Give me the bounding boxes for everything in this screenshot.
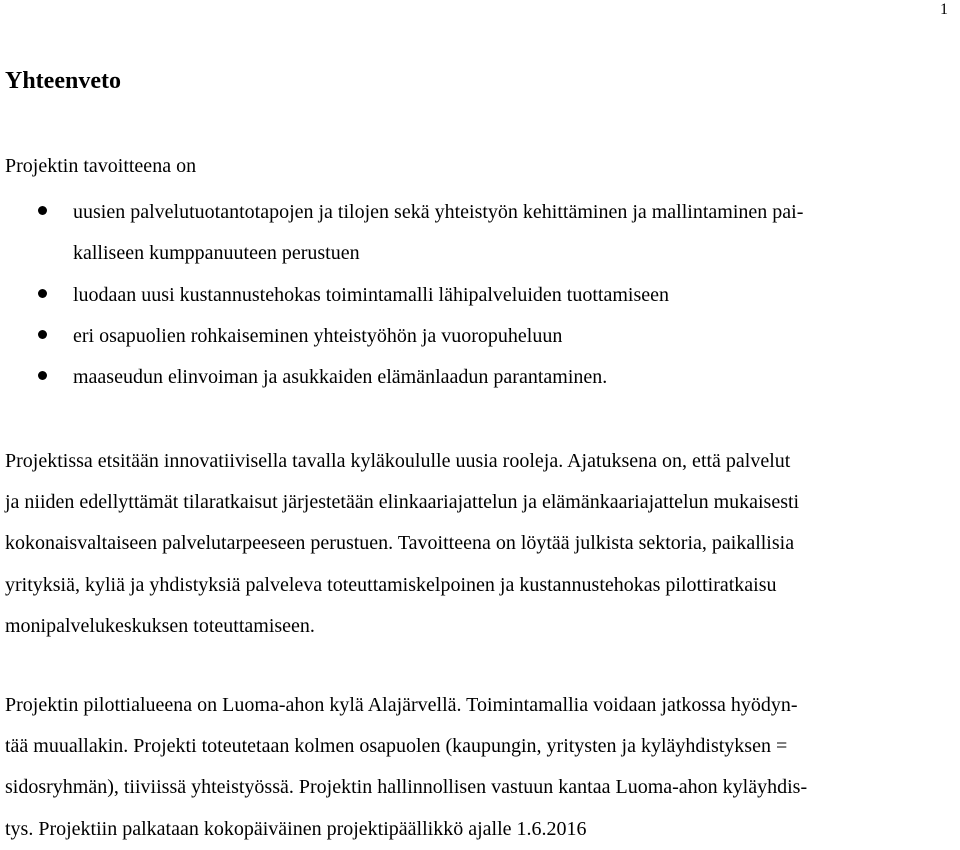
page-title: Yhteenveto [5, 68, 121, 94]
text-line: kalliseen kumppanuuteen perustuen [73, 242, 360, 265]
list-item-text [73, 316, 562, 357]
page-number: 1 [940, 1, 948, 18]
text-line: yrityksiä, kyliä ja yhdistyksiä palveleva toteuttamiskelpoinen ja kustannustehokas pilottiratkaisu [5, 573, 777, 596]
text-line: sidosryhmän), tiiviissä yhteistyössä. Projektin hallinnollisen vastuun kantaa Luoma-ahon kyläyhdis- [5, 776, 808, 799]
text-line: tys. Projektiin palkataan kokopäiväinen projektipäällikkö ajalle 1.6.2016 [5, 817, 587, 840]
list-item [0, 357, 960, 398]
text-line: monipalvelukeskuksen toteuttamiseen. [5, 614, 315, 637]
text-line: ja niiden edellyttämät tilaratkaisut järjestetään elinkaariajattelun ja elämänkaariajattelun mukaisesti [5, 491, 800, 514]
text-line: tää muuallakin. Projekti toteutetaan kolmen osapuolen (kaupungin, yritysten ja kyläyhdistyksen = [5, 735, 788, 758]
text-line: uusien palvelutuotantotapojen ja tilojen sekä yhteistyön kehittäminen ja mallintaminen pai- [73, 201, 804, 223]
text-line: luodaan uusi kustannustehokas toimintamalli lähipalveluiden tuottamiseen [73, 283, 669, 306]
list-item [0, 275, 960, 316]
bullet-icon [38, 289, 47, 298]
goal-list [0, 192, 960, 398]
text-line: kokonaisvaltaiseen palvelutarpeeseen perustuen. Tavoitteena on löytää julkista sektoria, paikallisia [5, 532, 795, 555]
list-item [0, 316, 960, 357]
list-item-text [73, 357, 607, 398]
bullet-icon [38, 206, 47, 215]
bullet-icon [38, 371, 47, 380]
project-description-paragraph [5, 441, 957, 647]
bullet-icon [38, 330, 47, 339]
intro-paragraph: Projektin tavoitteena on [5, 155, 197, 177]
list-item-text [73, 275, 669, 316]
text-line: eri osapuolien rohkaiseminen yhteistyöhön ja vuoropuheluun [73, 324, 563, 347]
list-item [0, 192, 960, 275]
pilot-area-paragraph [5, 685, 957, 850]
text-line: maaseudun elinvoiman ja asukkaiden elämänlaadun parantaminen. [73, 366, 608, 389]
text-line: Projektin pilottialueena on Luoma-ahon kylä Alajärvellä. Toimintamallia voidaan jatkossa hyödyn- [5, 694, 798, 716]
list-item-text [73, 192, 803, 275]
text-line: Projektissa etsitään innovatiivisella tavalla kyläkoululle uusia rooleja. Ajatuksena on, että palvelut [5, 450, 791, 472]
